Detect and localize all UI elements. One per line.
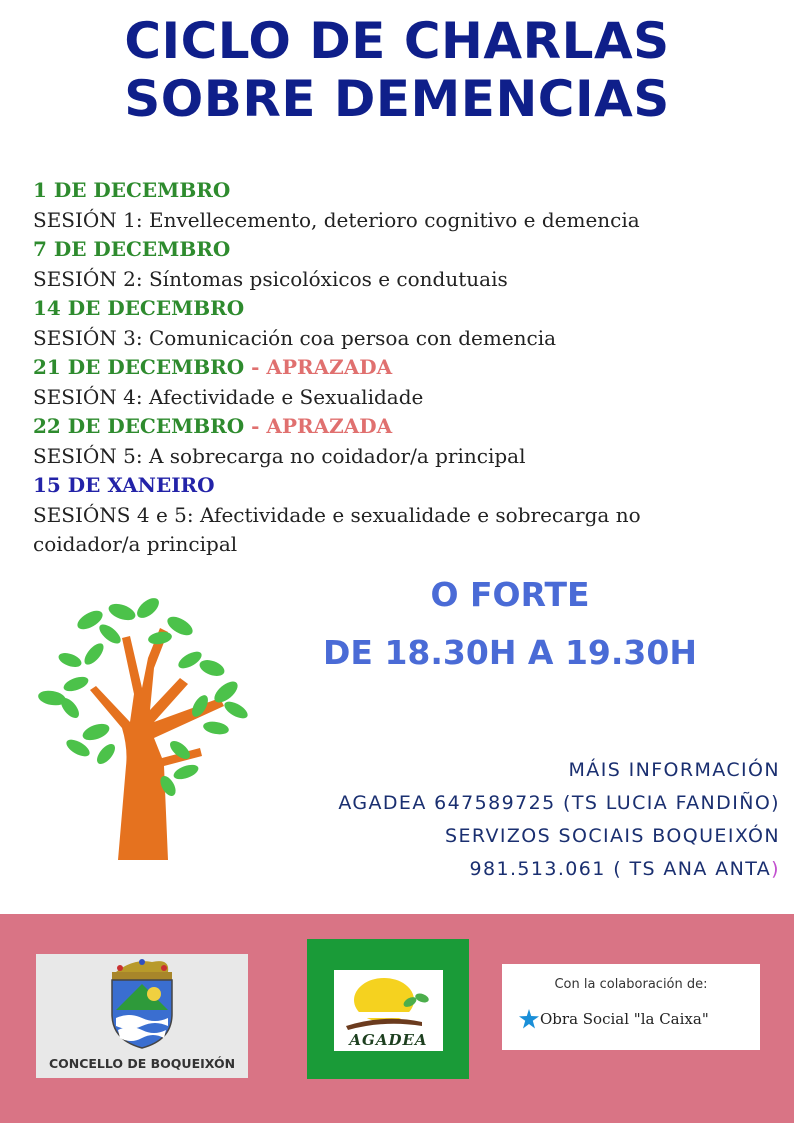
- session-item: [33, 176, 773, 235]
- session-list: [33, 176, 773, 560]
- session-item: [33, 294, 773, 353]
- title-line-1: CICLO DE CHARLAS: [124, 12, 670, 70]
- session-description: SESIÓN 2: Síntomas psicolóxicos e condutuais: [33, 266, 508, 291]
- info-social-services-phone: 981.513.061 ( TS ANA ANTA): [469, 858, 780, 880]
- session-item: [33, 353, 773, 412]
- concello-logo: [36, 954, 248, 1078]
- postponed-badge: APRAZADA: [266, 414, 393, 438]
- la-caixa-logo: [502, 964, 760, 1050]
- agadea-logo: [307, 939, 469, 1079]
- session-description: SESIÓN 3: Comunicación coa persoa con demencia: [33, 325, 557, 350]
- poster-title: [0, 12, 794, 128]
- venue-and-time: [280, 566, 740, 682]
- schedule-time: DE 18.30H A 19.30H: [323, 633, 697, 672]
- venue-name: O FORTE: [430, 575, 590, 614]
- la-caixa-star-icon: [518, 1008, 540, 1030]
- session-description: SESIÓNS 4 e 5: Afectividade e sexualidade e sobrecarga no coidador/a principal: [33, 502, 641, 556]
- session-description: SESIÓN 4: Afectividade e Sexualidade: [33, 384, 424, 409]
- session-item: [33, 235, 773, 294]
- session-description: SESIÓN 1: Envellecemento, deterioro cognitivo e demencia: [33, 207, 640, 232]
- info-heading: MÁIS INFORMACIÓN: [568, 759, 780, 781]
- collaboration-text: Con la colaboración de:: [554, 977, 708, 992]
- session-date: 14 DE DECEMBRO: [33, 296, 245, 320]
- agadea-logo-panel: [334, 970, 443, 1051]
- obra-social-text: Obra Social "la Caixa": [540, 1010, 709, 1028]
- session-date: 15 DE XANEIRO: [33, 473, 215, 497]
- agadea-wordmark: AGADEA: [349, 1031, 428, 1049]
- concello-caption: CONCELLO DE BOQUEIXÓN: [48, 1056, 236, 1071]
- session-item: [33, 412, 773, 471]
- session-date: 21 DE DECEMBRO - APRAZADA: [33, 355, 393, 379]
- info-agadea-phone: AGADEA 647589725 (TS LUCIA FANDIÑO): [338, 792, 780, 814]
- session-date: 1 DE DECEMBRO: [33, 178, 231, 202]
- session-date: 22 DE DECEMBRO - APRAZADA: [33, 414, 393, 438]
- session-description: SESIÓN 5: A sobrecarga no coidador/a principal: [33, 443, 526, 468]
- contact-info: [220, 754, 780, 886]
- session-date: 7 DE DECEMBRO: [33, 237, 231, 261]
- title-line-2: SOBRE DEMENCIAS: [124, 70, 670, 128]
- session-item: [33, 471, 773, 560]
- info-social-services: SERVIZOS SOCIAIS BOQUEIXÓN: [445, 825, 780, 847]
- postponed-badge: APRAZADA: [266, 355, 393, 379]
